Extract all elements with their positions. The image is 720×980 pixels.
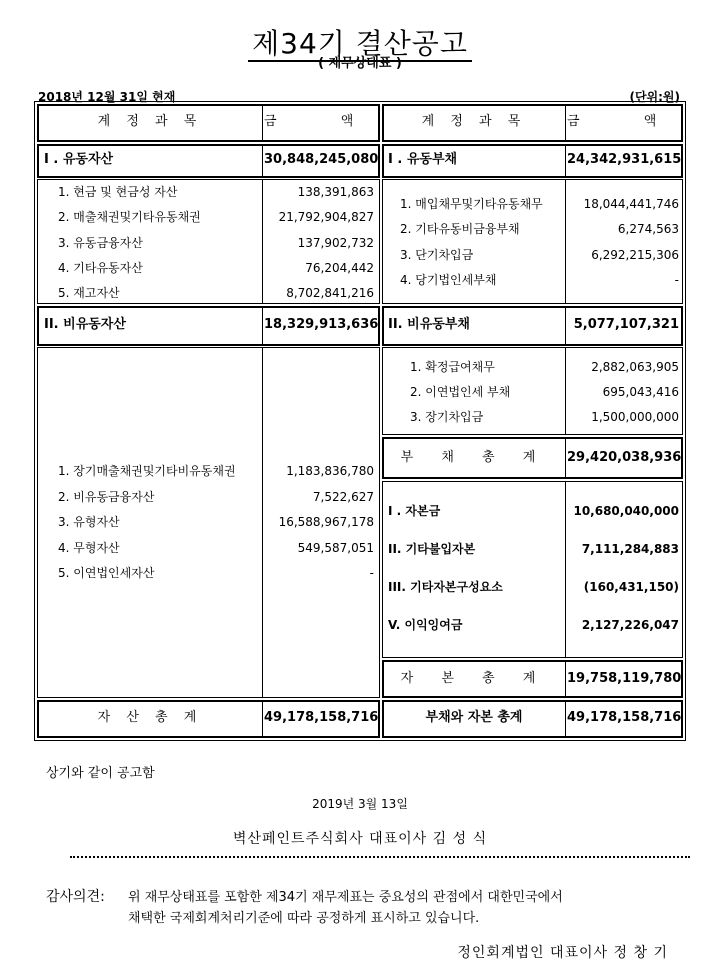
- audit-label: 감사의견:: [46, 889, 105, 905]
- assets-total-label: 자 산 총 계: [97, 710, 203, 725]
- list-item-amount: 18,044,441,746: [583, 197, 679, 211]
- list-item-amount: 695,043,416: [602, 385, 679, 399]
- equity-item: III. 기타자본구성요소: [388, 580, 503, 594]
- liab-total-amount: 29,420,038,936: [567, 450, 682, 465]
- current-assets-total: 30,848,245,080: [264, 152, 379, 167]
- list-item-amount: -: [674, 273, 679, 287]
- list-item: 3. 유동금융자산: [58, 236, 143, 250]
- equity-item: II. 기타불입자본: [388, 542, 476, 556]
- list-item-amount: 8,702,841,216: [286, 286, 374, 300]
- list-item-amount: 549,587,051: [297, 541, 374, 555]
- equity-item-amount: (160,431,150): [583, 580, 679, 594]
- liab-equity-total-amount: 49,178,158,716: [567, 710, 682, 725]
- noncurrent-liab-total: 5,077,107,321: [573, 317, 679, 332]
- list-item: 5. 재고자산: [58, 286, 120, 300]
- assets-total-amount: 49,178,158,716: [264, 710, 379, 725]
- company-signature: 벽산페인트주식회사 대표이사 김 성 식: [232, 831, 488, 847]
- equity-item-amount: 10,680,040,000: [573, 504, 679, 518]
- list-item: 1. 매입채무및기타유동채무: [400, 197, 543, 211]
- equity-total-amount: 19,758,119,780: [567, 671, 682, 686]
- equity-item-amount: 2,127,226,047: [581, 618, 679, 632]
- list-item-amount: 137,902,732: [297, 236, 374, 250]
- list-item-amount: 1,500,000,000: [591, 410, 679, 424]
- right-header-amount: 금 액: [567, 114, 687, 129]
- list-item-amount: 1,183,836,780: [286, 464, 374, 478]
- equity-item: I . 자본금: [388, 504, 441, 518]
- unit-label: (단위:원): [629, 90, 680, 104]
- left-header-amount: 금 액: [264, 114, 384, 129]
- list-item-amount: 2,882,063,905: [591, 360, 679, 374]
- right-header-account: 계 정 과 목: [421, 114, 527, 129]
- page-title: 제34기 결산공고: [0, 22, 720, 62]
- audit-line-2: 채택한 국제회계처리기준에 따라 공정하게 표시하고 있습니다.: [128, 911, 480, 926]
- audit-line-1: 위 재무상태표를 포함한 제34기 재무제표는 중요성의 관점에서 대한민국에서: [128, 890, 563, 905]
- current-liab-label: I . 유동부채: [388, 152, 458, 167]
- notice-date: 2019년 3월 13일: [312, 797, 408, 811]
- list-item: 2. 비유동금융자산: [58, 490, 155, 504]
- left-header-account: 계 정 과 목: [97, 114, 203, 129]
- list-item: 4. 무형자산: [58, 541, 120, 555]
- list-item: 2. 매출채권및기타유동채권: [58, 210, 201, 224]
- as-of-date: 2018년 12월 31일 현재: [38, 90, 176, 104]
- current-assets-label: I . 유동자산: [44, 152, 114, 167]
- list-item: 5. 이연법인세자산: [58, 566, 155, 580]
- equity-total-label: 자 본 총 계: [400, 671, 548, 686]
- noncurrent-liab-label: II. 비유동부채: [388, 317, 470, 332]
- list-item-amount: 6,274,563: [617, 222, 679, 236]
- list-item: 1. 확정급여채무: [410, 360, 495, 374]
- list-item-amount: 138,391,863: [297, 185, 374, 199]
- list-item-amount: 6,292,215,306: [591, 248, 679, 262]
- list-item: 3. 단기차입금: [400, 248, 474, 262]
- auditor-signature: 정인회계법인 대표이사 정 창 기: [457, 945, 668, 961]
- equity-item-amount: 7,111,284,883: [581, 542, 679, 556]
- noncurrent-assets-total: 18,329,913,636: [264, 317, 379, 332]
- notice-text: 상기와 같이 공고함: [46, 766, 155, 781]
- list-item: 3. 장기차입금: [410, 410, 484, 424]
- list-item-amount: 7,522,627: [312, 490, 374, 504]
- noncurrent-assets-label: II. 비유동자산: [44, 317, 126, 332]
- list-item-amount: 21,792,904,827: [278, 210, 374, 224]
- list-item-amount: 76,204,442: [305, 261, 374, 275]
- liab-equity-total-label: 부채와 자본 총계: [425, 710, 523, 725]
- list-item: 1. 현금 및 현금성 자산: [58, 185, 178, 199]
- liab-total-label: 부 채 총 계: [400, 450, 548, 465]
- list-item: 2. 이연법인세 부채: [410, 385, 511, 399]
- dotted-divider: [70, 856, 690, 858]
- list-item: 3. 유형자산: [58, 515, 120, 529]
- list-item-amount: -: [369, 566, 374, 580]
- list-item: 1. 장기매출채권및기타비유동채권: [58, 464, 236, 478]
- list-item: 2. 기타유동비금융부채: [400, 222, 520, 236]
- list-item-amount: 16,588,967,178: [278, 515, 374, 529]
- current-liab-total: 24,342,931,615: [567, 152, 682, 167]
- list-item: 4. 당기법인세부채: [400, 273, 497, 287]
- list-item: 4. 기타유동자산: [58, 261, 143, 275]
- page-subtitle: ( 재무상태표 ): [318, 56, 402, 71]
- equity-item: V. 이익잉여금: [388, 618, 463, 632]
